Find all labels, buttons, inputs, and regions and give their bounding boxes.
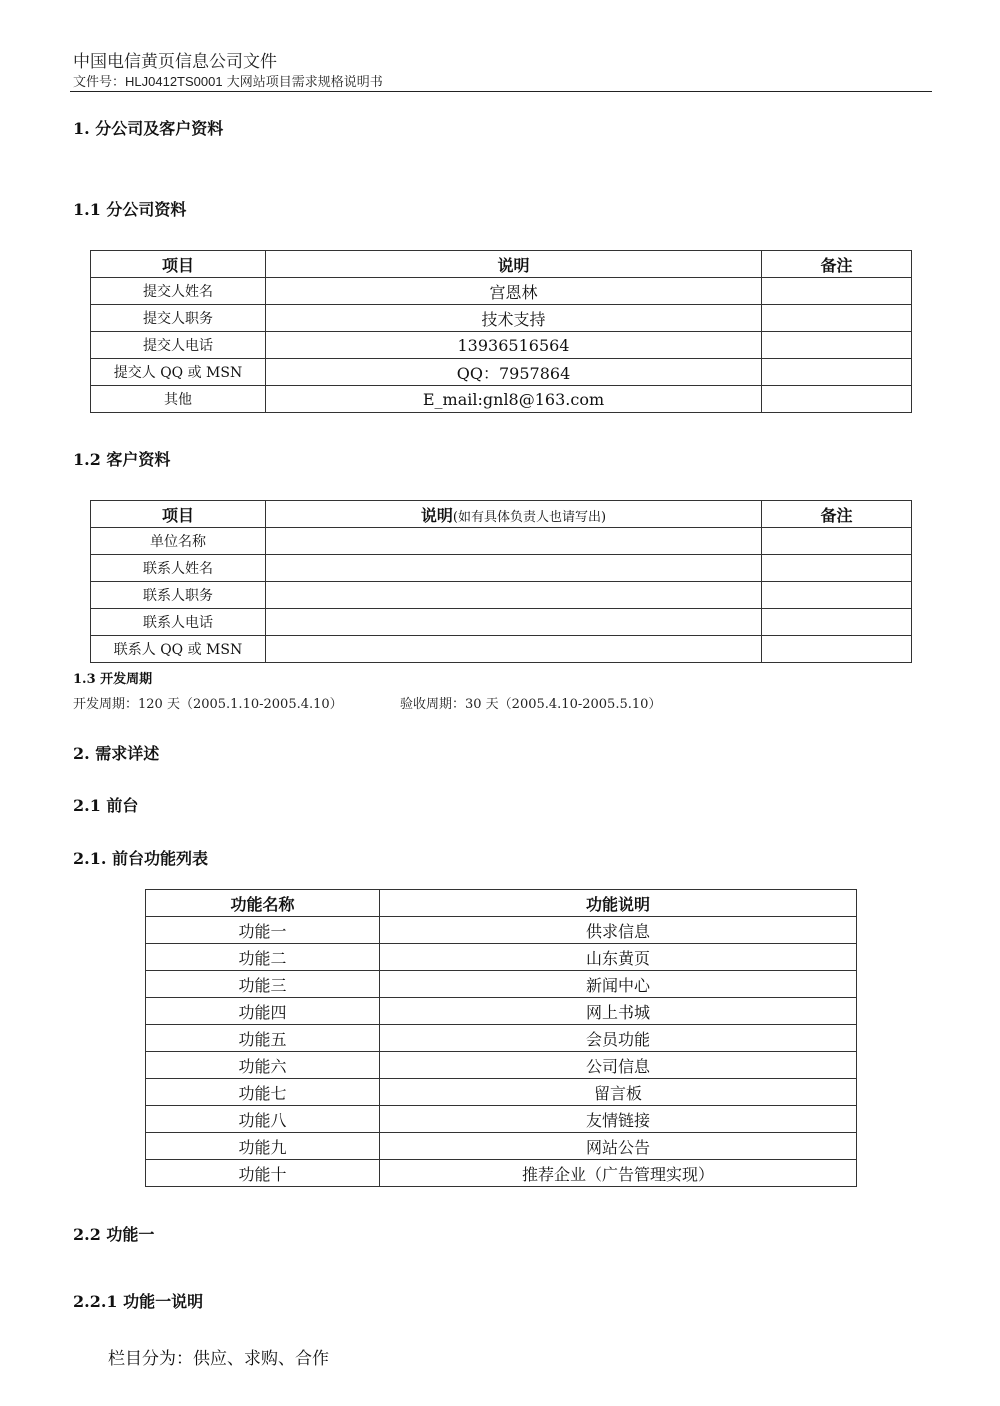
function-desc: 新闻中心: [380, 971, 857, 998]
function-desc: 公司信息: [380, 1052, 857, 1079]
function-name: 功能八: [146, 1106, 380, 1133]
table-cell-desc: 宫恩林: [266, 278, 762, 305]
accept-period-text: 验收周期：30 天（2005.4.10-2005.5.10）: [400, 697, 662, 712]
table-row: [146, 1079, 857, 1106]
table-row: [91, 278, 912, 305]
table-cell-note: [762, 386, 912, 413]
table-cell-desc: 13936516564: [266, 332, 762, 359]
section-2-1-heading: 2.1 前台: [73, 796, 139, 815]
col-header-desc: [266, 501, 762, 528]
section-1-heading: 1. 分公司及客户资料: [73, 119, 224, 138]
table-cell-desc: QQ：7957864: [266, 359, 762, 386]
function-desc: 友情链接: [380, 1106, 857, 1133]
table-cell-note: [762, 528, 912, 555]
table-cell-item: 联系人职务: [91, 582, 266, 609]
table-header-row: [146, 890, 857, 917]
function-desc: 推荐企业（广告管理实现）: [380, 1160, 857, 1187]
table-cell-item: 提交人姓名: [91, 278, 266, 305]
table-row: [91, 609, 912, 636]
table-header-row: [91, 501, 912, 528]
function-one-description: 栏目分为：供应、求购、合作: [108, 1349, 329, 1369]
function-name: 功能二: [146, 944, 380, 971]
section-2-1-list-heading: 2.1. 前台功能列表: [73, 849, 208, 868]
table-cell-desc: [266, 636, 762, 663]
col-header-note: 备注: [762, 501, 912, 528]
branch-info-table: [90, 250, 912, 413]
table-cell-note: [762, 582, 912, 609]
table-row: [146, 917, 857, 944]
table-cell-note: [762, 305, 912, 332]
table-cell-item: 提交人 QQ 或 MSN: [91, 359, 266, 386]
table-row: [146, 1160, 857, 1187]
table-cell-desc: [266, 528, 762, 555]
dev-period-text: 开发周期：120 天（2005.1.10-2005.4.10）: [73, 697, 343, 712]
table-row: [91, 359, 912, 386]
table-cell-item: 其他: [91, 386, 266, 413]
function-desc: 会员功能: [380, 1025, 857, 1052]
table-cell-desc: 技术支持: [266, 305, 762, 332]
function-name: 功能四: [146, 998, 380, 1025]
table-cell-item: 联系人姓名: [91, 555, 266, 582]
section-2-heading: 2. 需求详述: [73, 744, 160, 763]
table-row: [91, 555, 912, 582]
table-row: [91, 582, 912, 609]
table-cell-desc: [266, 555, 762, 582]
function-name: 功能一: [146, 917, 380, 944]
col-header-function-desc: 功能说明: [380, 890, 857, 917]
table-cell-item: 联系人 QQ 或 MSN: [91, 636, 266, 663]
col-header-note: 备注: [762, 251, 912, 278]
doc-number-label: 文件号：: [73, 75, 126, 90]
table-row: [91, 305, 912, 332]
function-list-table: [145, 889, 857, 1187]
col-header-desc-label: 说明: [420, 505, 453, 525]
table-row: [91, 636, 912, 663]
table-header-row: [91, 251, 912, 278]
table-cell-note: [762, 609, 912, 636]
table-row: [91, 386, 912, 413]
function-name: 功能六: [146, 1052, 380, 1079]
table-row: [91, 332, 912, 359]
table-cell-note: [762, 278, 912, 305]
table-cell-item: 提交人职务: [91, 305, 266, 332]
col-header-item: 项目: [91, 251, 266, 278]
section-1-1-heading: 1.1 分公司资料: [73, 200, 187, 219]
section-1-2-heading: 1.2 客户资料: [73, 450, 171, 469]
table-cell-desc: [266, 609, 762, 636]
document-org-title: 中国电信黄页信息公司文件: [73, 52, 277, 72]
header-divider: [70, 91, 932, 92]
section-2-2-heading: 2.2 功能一: [73, 1225, 155, 1244]
table-row: [146, 1106, 857, 1133]
function-name: 功能十: [146, 1160, 380, 1187]
col-header-desc-note: (如有具体负责人也请写出): [452, 509, 607, 525]
table-cell-note: [762, 332, 912, 359]
table-cell-note: [762, 555, 912, 582]
table-cell-note: [762, 636, 912, 663]
table-cell-item: 单位名称: [91, 528, 266, 555]
table-row: [146, 971, 857, 998]
col-header-item: 项目: [91, 501, 266, 528]
function-desc: 供求信息: [380, 917, 857, 944]
table-row: [146, 1025, 857, 1052]
function-name: 功能三: [146, 971, 380, 998]
table-cell-desc: [266, 582, 762, 609]
function-name: 功能七: [146, 1079, 380, 1106]
table-cell-item: 联系人电话: [91, 609, 266, 636]
doc-name: 大网站项目需求规格说明书: [226, 75, 383, 90]
col-header-function-name: 功能名称: [146, 890, 380, 917]
section-2-2-1-heading: 2.2.1 功能一说明: [73, 1292, 204, 1311]
table-row: [146, 944, 857, 971]
function-desc: 网站公告: [380, 1133, 857, 1160]
function-desc: 留言板: [380, 1079, 857, 1106]
table-cell-note: [762, 359, 912, 386]
table-row: [91, 528, 912, 555]
function-name: 功能九: [146, 1133, 380, 1160]
customer-info-table: [90, 500, 912, 663]
doc-number: HLJ0412TS0001: [125, 74, 223, 89]
function-desc: 山东黄页: [380, 944, 857, 971]
document-number-line: [73, 71, 383, 90]
table-cell-desc: E_mail:gnl8@163.com: [266, 386, 762, 413]
function-desc: 网上书城: [380, 998, 857, 1025]
col-header-desc: 说明: [266, 251, 762, 278]
table-row: [146, 1133, 857, 1160]
function-name: 功能五: [146, 1025, 380, 1052]
table-row: [146, 998, 857, 1025]
table-row: [146, 1052, 857, 1079]
table-cell-item: 提交人电话: [91, 332, 266, 359]
section-1-3-heading: 1.3 开发周期: [73, 672, 153, 687]
